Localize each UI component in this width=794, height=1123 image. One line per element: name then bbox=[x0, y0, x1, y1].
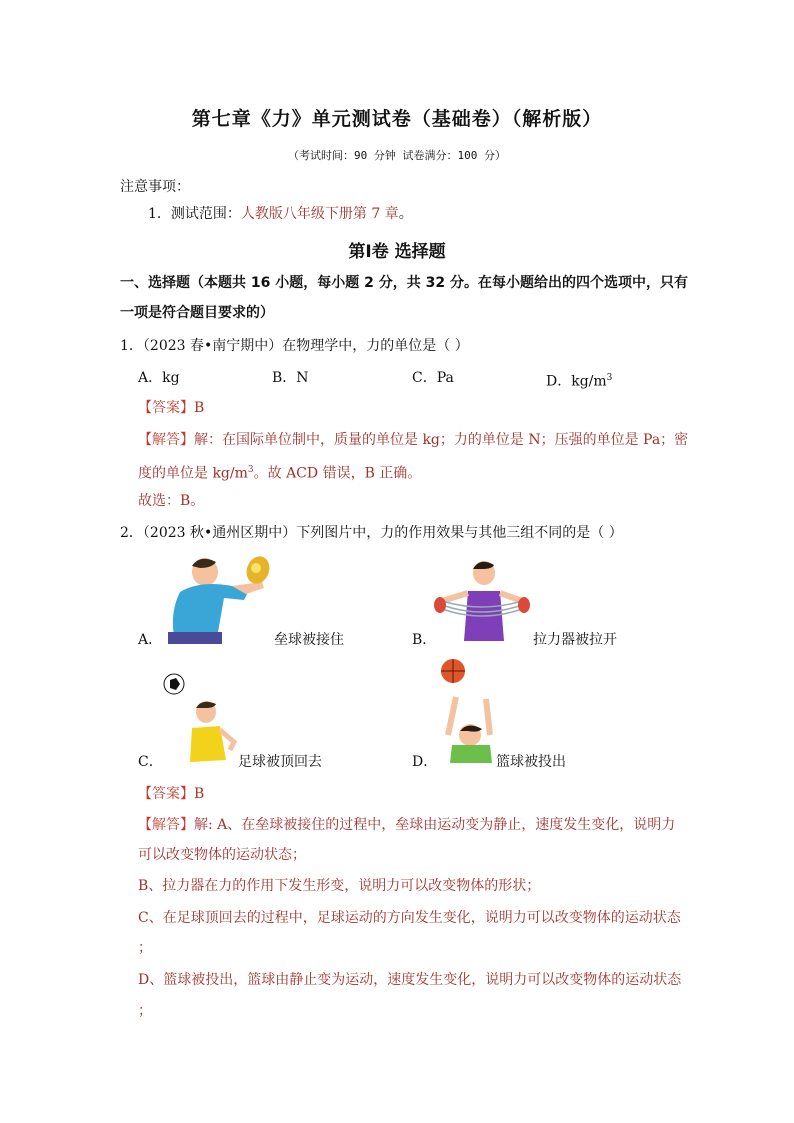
q1-option-c: C．Pa bbox=[412, 370, 454, 386]
q1-analysis-line2 bbox=[138, 461, 421, 483]
notes-heading: 注意事项： bbox=[120, 179, 190, 195]
q1-answer-value: B bbox=[194, 400, 205, 416]
section-title: 第Ⅰ卷 选择题 bbox=[348, 242, 446, 262]
figure-d-basketball bbox=[438, 657, 498, 765]
exam-info: （考试时间：90 分钟 试卷满分：100 分） bbox=[288, 149, 506, 162]
notes-item-1-prefix: 1．测试范围： bbox=[148, 206, 241, 222]
q2-analysis-text-a1: 解: A、在垒球被接住的过程中，垒球由运动变为静止，速度发生变化，说明力 bbox=[194, 817, 676, 833]
q1-analysis-text-2b: 。故 ACD 错误，B 正确。 bbox=[253, 465, 422, 482]
q1-analysis-sup: 3 bbox=[247, 465, 254, 475]
q1-option-d-text: D．kg/m bbox=[546, 373, 607, 390]
q2-analysis-line-d2: ； bbox=[138, 1003, 152, 1019]
q2-analysis-line-c1: C、在足球顶回去的过程中，足球运动的方向发生变化，说明力可以改变物体的运动状态 bbox=[138, 910, 681, 926]
q1-option-d-sup: 3 bbox=[606, 373, 613, 383]
page-title: 第七章《力》单元测试卷（基础卷）（解析版） bbox=[191, 108, 603, 130]
figure-b-expander bbox=[432, 557, 532, 645]
figure-c-soccer bbox=[162, 670, 242, 766]
q1-stem: 1．（2023 春•南宁期中）在物理学中，力的单位是（ ） bbox=[120, 338, 469, 354]
notes-item-1-suffix: 。 bbox=[398, 206, 413, 222]
q1-answer bbox=[138, 399, 204, 417]
q2-stem: 2．（2023 秋•通州区期中）下列图片中，力的作用效果与其他三组不同的是（ ） bbox=[120, 525, 623, 541]
q2-answer bbox=[138, 785, 204, 803]
q2-analysis-line-a2: 可以改变物体的运动状态； bbox=[138, 847, 306, 863]
q2-analysis-line-c2: ； bbox=[138, 940, 152, 956]
q2-option-b-caption: 拉力器被拉开 bbox=[533, 632, 617, 648]
q2-option-c-caption: 足球被顶回去 bbox=[238, 754, 322, 770]
q2-answer-value: B bbox=[194, 786, 205, 802]
q1-option-d bbox=[546, 369, 612, 391]
q2-answer-label: 【答案】 bbox=[138, 786, 194, 802]
part1-instructions-line1: 一、选择题（本题共 16 小题，每小题 2 分，共 32 分。在每小题给出的四个选项中，只有 bbox=[120, 275, 688, 291]
q2-analysis-label: 【解答】 bbox=[138, 817, 194, 833]
part1-instructions-line2: 一项是符合题目要求的） bbox=[120, 305, 274, 321]
q1-answer-label: 【答案】 bbox=[138, 400, 194, 416]
q2-option-a-caption: 垒球被接住 bbox=[274, 632, 344, 648]
q1-analysis-text-1: 解：在国际单位制中，质量的单位是 kg；力的单位是 N；压强的单位是 Pa；密 bbox=[194, 432, 689, 448]
q2-option-a-letter: A． bbox=[138, 632, 163, 648]
q2-analysis-line-b: B、拉力器在力的作用下发生形变，说明力可以改变物体的形状； bbox=[138, 878, 541, 894]
notes-item-1-scope: 人教版八年级下册第 7 章 bbox=[240, 206, 399, 222]
q1-analysis-label: 【解答】 bbox=[138, 432, 194, 448]
q1-analysis-text-2a: 度的单位是 kg/m bbox=[138, 465, 248, 482]
q2-analysis-line-a1 bbox=[138, 816, 675, 834]
q1-option-b: B．N bbox=[272, 370, 309, 386]
q1-option-a: A．kg bbox=[138, 370, 180, 386]
q2-option-b-letter: B． bbox=[412, 632, 437, 648]
q1-analysis-line1 bbox=[138, 431, 688, 449]
figure-a-catcher bbox=[160, 552, 270, 644]
notes-item-1 bbox=[148, 205, 413, 223]
q2-option-d-caption: 篮球被投出 bbox=[496, 754, 566, 770]
q2-option-d-letter: D． bbox=[412, 754, 438, 770]
q2-analysis-line-d1: D、篮球被投出，篮球由静止变为运动，速度发生变化，说明力可以改变物体的运动状态 bbox=[138, 972, 682, 988]
q2-option-c-letter: C． bbox=[138, 754, 163, 770]
q1-conclusion: 故选：B。 bbox=[138, 493, 205, 509]
